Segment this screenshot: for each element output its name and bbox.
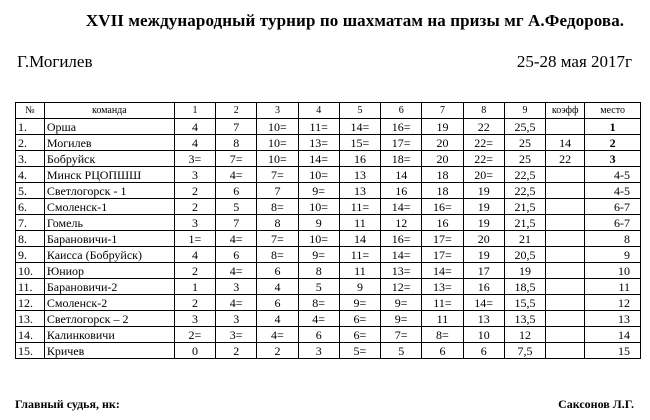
table-cell: 13= (422, 279, 463, 295)
table-cell: 17 (463, 263, 504, 279)
table-cell: 22= (463, 151, 504, 167)
table-cell: 25,5 (504, 119, 545, 135)
table-cell (546, 183, 585, 199)
table-cell: 6 (216, 247, 257, 263)
table-cell (546, 311, 585, 327)
header-cell: 8 (463, 103, 504, 119)
table-cell: 21 (504, 231, 545, 247)
team-cell: Барановичи-2 (44, 279, 174, 295)
table-cell: 8 (257, 215, 298, 231)
table-cell: 4 (257, 311, 298, 327)
table-cell: 5 (298, 279, 339, 295)
team-cell: Бобруйск (44, 151, 174, 167)
table-cell: 4= (216, 167, 257, 183)
table-cell: 3 (174, 311, 215, 327)
table-cell: 6 (463, 343, 504, 359)
header-cell: 4 (298, 103, 339, 119)
table-cell (546, 263, 585, 279)
table-cell: 17= (422, 247, 463, 263)
table-cell (546, 295, 585, 311)
table-cell: 11 (339, 263, 380, 279)
team-cell: Гомель (44, 215, 174, 231)
table-cell: 15. (16, 343, 45, 359)
team-cell: Светлогорск - 1 (44, 183, 174, 199)
table-cell: 7= (381, 327, 422, 343)
place-cell: 1 (585, 119, 641, 135)
header-cell: 6 (381, 103, 422, 119)
table-row (16, 151, 641, 167)
header-cell: место (585, 103, 641, 119)
team-cell: Орша (44, 119, 174, 135)
table-cell: 22= (463, 135, 504, 151)
table-cell: 19 (463, 247, 504, 263)
results-table (15, 102, 641, 359)
table-cell: 4. (16, 167, 45, 183)
table-row (16, 247, 641, 263)
table-cell: 4 (174, 119, 215, 135)
team-cell: Смоленск-1 (44, 199, 174, 215)
table-cell: 12. (16, 295, 45, 311)
table-cell: 11 (422, 311, 463, 327)
table-cell: 1 (174, 279, 215, 295)
table-cell: 20= (463, 167, 504, 183)
team-cell: Юниор (44, 263, 174, 279)
header-cell: коэфф (546, 103, 585, 119)
place-cell: 14 (585, 327, 641, 343)
table-cell: 1. (16, 119, 45, 135)
table-cell: 4 (174, 135, 215, 151)
table-cell: 19 (463, 215, 504, 231)
table-cell: 16= (381, 231, 422, 247)
table-cell: 7= (216, 151, 257, 167)
table-cell: 16 (339, 151, 380, 167)
table-row (16, 199, 641, 215)
table-cell: 7,5 (504, 343, 545, 359)
table-cell: 7 (216, 215, 257, 231)
header-cell: 7 (422, 103, 463, 119)
table-cell: 6= (339, 311, 380, 327)
table-cell: 9= (298, 183, 339, 199)
table-cell: 20,5 (504, 247, 545, 263)
table-cell: 19 (504, 263, 545, 279)
table-cell: 25 (504, 135, 545, 151)
table-cell: 5. (16, 183, 45, 199)
table-row (16, 327, 641, 343)
table-cell: 6 (257, 263, 298, 279)
table-cell (546, 119, 585, 135)
table-cell: 2 (216, 343, 257, 359)
table-row (16, 215, 641, 231)
table-cell: 2= (174, 327, 215, 343)
table-cell: 8= (257, 247, 298, 263)
table-row (16, 295, 641, 311)
table-cell: 16 (381, 183, 422, 199)
table-cell: 14= (381, 199, 422, 215)
table-cell: 14= (339, 119, 380, 135)
table-cell: 8= (422, 327, 463, 343)
table-cell: 6. (16, 199, 45, 215)
table-cell (546, 327, 585, 343)
table-cell: 16= (381, 119, 422, 135)
chief-judge-label: Главный судья, нк: (15, 397, 120, 411)
table-cell: 17= (422, 231, 463, 247)
table-cell: 13 (339, 183, 380, 199)
table-cell: 15,5 (504, 295, 545, 311)
place-cell: 13 (585, 311, 641, 327)
table-cell: 9= (339, 295, 380, 311)
table-cell: 5 (381, 343, 422, 359)
table-cell: 2. (16, 135, 45, 151)
table-cell: 8 (216, 135, 257, 151)
header-cell: № (16, 103, 45, 119)
table-cell: 7 (257, 183, 298, 199)
table-cell: 8= (298, 295, 339, 311)
table-cell: 13. (16, 311, 45, 327)
table-cell: 6 (216, 183, 257, 199)
table-cell: 18 (422, 167, 463, 183)
table-cell: 8 (298, 263, 339, 279)
table-cell: 9= (298, 247, 339, 263)
city-label: Г.Могилев (17, 52, 93, 71)
table-cell: 13= (381, 263, 422, 279)
chief-judge-name: Саксонов Л.Г. (558, 397, 634, 411)
table-cell: 10= (298, 231, 339, 247)
table-cell: 7. (16, 215, 45, 231)
table-cell: 6 (257, 295, 298, 311)
table-cell: 3 (174, 215, 215, 231)
table-cell: 13 (339, 167, 380, 183)
table-cell: 2 (257, 343, 298, 359)
table-cell: 10= (298, 167, 339, 183)
table-row (16, 135, 641, 151)
table-cell: 5 (216, 199, 257, 215)
table-cell: 19 (422, 119, 463, 135)
table-row (16, 167, 641, 183)
table-cell: 4= (298, 311, 339, 327)
table-cell: 17= (381, 135, 422, 151)
table-cell: 25 (504, 151, 545, 167)
table-cell: 22,5 (504, 183, 545, 199)
table-cell: 3 (298, 343, 339, 359)
table-cell: 3 (174, 167, 215, 183)
header-cell: 9 (504, 103, 545, 119)
table-row (16, 279, 641, 295)
table-cell: 4= (257, 327, 298, 343)
table-cell: 18 (422, 183, 463, 199)
table-cell: 2 (174, 263, 215, 279)
table-cell: 19 (463, 183, 504, 199)
table-cell: 2 (174, 199, 215, 215)
table-row (16, 263, 641, 279)
table-cell (546, 167, 585, 183)
table-cell: 4 (174, 247, 215, 263)
place-cell: 6-7 (585, 215, 641, 231)
table-cell: 22 (463, 119, 504, 135)
table-cell: 11. (16, 279, 45, 295)
table-header-row (16, 103, 641, 119)
table-cell: 10. (16, 263, 45, 279)
team-cell: Светлогорск – 2 (44, 311, 174, 327)
table-cell (546, 215, 585, 231)
dates-label: 25-28 мая 2017г (516, 52, 632, 71)
table-cell: 8= (257, 199, 298, 215)
table-row (16, 183, 641, 199)
table-cell (546, 279, 585, 295)
table-cell: 14 (339, 231, 380, 247)
table-cell: 3= (174, 151, 215, 167)
team-cell: Барановичи-1 (44, 231, 174, 247)
table-row (16, 119, 641, 135)
team-cell: Могилев (44, 135, 174, 151)
table-cell: 2 (174, 183, 215, 199)
team-cell: Каисса (Бобруйск) (44, 247, 174, 263)
table-cell: 10 (463, 327, 504, 343)
table-cell: 9= (381, 311, 422, 327)
table-row (16, 231, 641, 247)
table-cell: 22,5 (504, 167, 545, 183)
table-cell: 11= (339, 247, 380, 263)
place-cell: 2 (585, 135, 641, 151)
table-cell: 5= (339, 343, 380, 359)
place-cell: 6-7 (585, 199, 641, 215)
table-cell: 15= (339, 135, 380, 151)
table-cell: 14= (298, 151, 339, 167)
place-cell: 12 (585, 295, 641, 311)
table-cell: 3. (16, 151, 45, 167)
table-cell: 9= (381, 295, 422, 311)
table-cell (546, 231, 585, 247)
table-cell: 16= (422, 199, 463, 215)
table-cell: 13= (298, 135, 339, 151)
table-cell: 7= (257, 231, 298, 247)
table-cell: 12 (504, 327, 545, 343)
table-cell: 20 (463, 231, 504, 247)
team-cell: Минск РЦОПШШ (44, 167, 174, 183)
table-cell: 7= (257, 167, 298, 183)
table-cell: 9 (298, 215, 339, 231)
table-cell: 10= (257, 119, 298, 135)
table-cell: 22 (546, 151, 585, 167)
table-cell: 14 (546, 135, 585, 151)
place-cell: 4-5 (585, 183, 641, 199)
table-cell: 6= (339, 327, 380, 343)
table-cell: 4= (216, 263, 257, 279)
table-cell: 13 (463, 311, 504, 327)
table-cell: 20 (422, 151, 463, 167)
table-cell: 21,5 (504, 199, 545, 215)
table-cell: 10= (257, 135, 298, 151)
team-cell: Кричев (44, 343, 174, 359)
team-cell: Смоленск-2 (44, 295, 174, 311)
table-cell (546, 247, 585, 263)
table-cell: 18= (381, 151, 422, 167)
table-cell: 9 (339, 279, 380, 295)
table-cell: 12= (381, 279, 422, 295)
table-cell: 20 (422, 135, 463, 151)
table-row (16, 343, 641, 359)
document-title: XVII международный турнир по шахматам на призы мг А.Федорова. (85, 11, 625, 30)
table-cell: 10= (298, 199, 339, 215)
header-cell: 1 (174, 103, 215, 119)
table-cell: 7 (216, 119, 257, 135)
table-cell: 6 (422, 343, 463, 359)
place-cell: 10 (585, 263, 641, 279)
table-cell: 11 (339, 215, 380, 231)
table-cell: 14 (381, 167, 422, 183)
table-cell: 10= (257, 151, 298, 167)
header-cell: команда (44, 103, 174, 119)
table-cell: 0 (174, 343, 215, 359)
table-cell: 19 (463, 199, 504, 215)
table-cell: 14. (16, 327, 45, 343)
table-cell: 12 (381, 215, 422, 231)
place-cell: 3 (585, 151, 641, 167)
table-cell: 4= (216, 295, 257, 311)
table-cell (546, 199, 585, 215)
table-cell: 21,5 (504, 215, 545, 231)
table-row (16, 311, 641, 327)
place-cell: 4-5 (585, 167, 641, 183)
table-cell: 9. (16, 247, 45, 263)
table-cell: 13,5 (504, 311, 545, 327)
table-cell: 11= (422, 295, 463, 311)
table-cell: 11= (298, 119, 339, 135)
team-cell: Калинковичи (44, 327, 174, 343)
table-cell: 8. (16, 231, 45, 247)
table-cell: 1= (174, 231, 215, 247)
table-cell: 3 (216, 279, 257, 295)
table-cell: 4= (216, 231, 257, 247)
table-cell: 16 (463, 279, 504, 295)
table-cell: 2 (174, 295, 215, 311)
table-cell: 18,5 (504, 279, 545, 295)
table-cell: 6 (298, 327, 339, 343)
table-cell: 11= (339, 199, 380, 215)
table-cell: 4 (257, 279, 298, 295)
table-cell: 16 (422, 215, 463, 231)
header-cell: 3 (257, 103, 298, 119)
header-cell: 5 (339, 103, 380, 119)
table-cell: 3= (216, 327, 257, 343)
place-cell: 11 (585, 279, 641, 295)
table-cell (546, 343, 585, 359)
table-cell: 14= (381, 247, 422, 263)
place-cell: 8 (585, 231, 641, 247)
table-cell: 3 (216, 311, 257, 327)
table-cell: 14= (422, 263, 463, 279)
place-cell: 9 (585, 247, 641, 263)
place-cell: 15 (585, 343, 641, 359)
table-body (16, 119, 641, 359)
header-cell: 2 (216, 103, 257, 119)
table-cell: 14= (463, 295, 504, 311)
